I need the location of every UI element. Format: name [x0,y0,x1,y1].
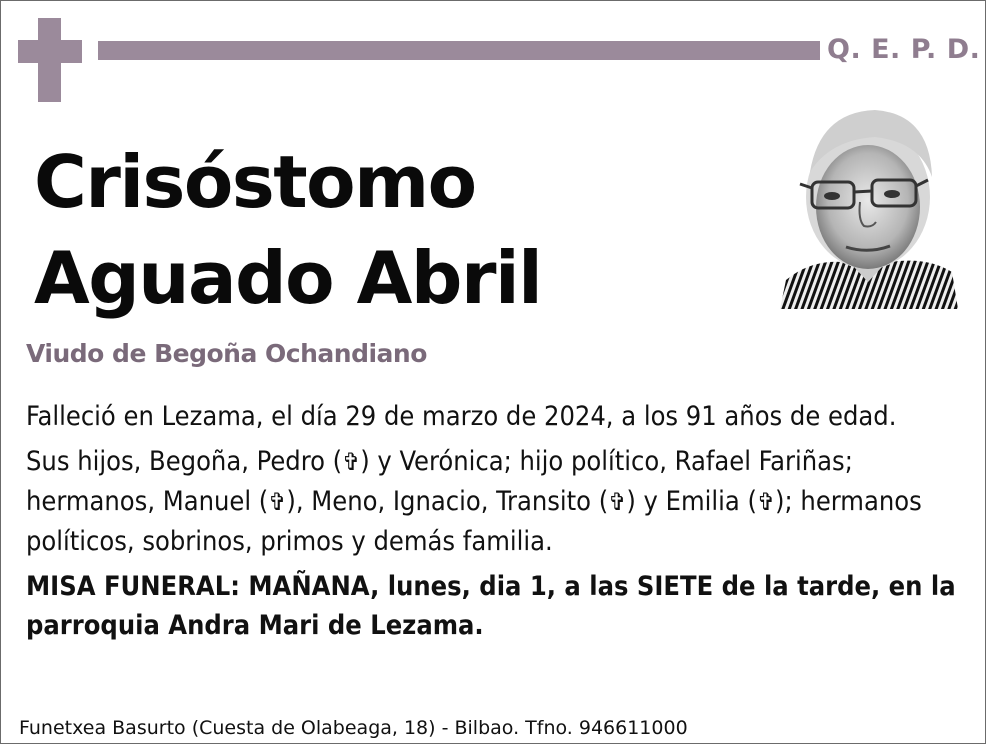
family-text: ); hermanos políticos, sobrinos, primos y demás familia. [26,486,922,557]
deceased-cross-icon: ✞ [342,448,361,476]
header-bar [98,41,820,60]
qepd-label: Q. E. P. D. [827,34,981,65]
death-notice: Falleció en Lezama, el día 29 de marzo de 2024, a los 91 años de edad. [26,401,897,432]
family-list [26,442,961,561]
family-text: Sus hijos, Begoña, Pedro ( [26,446,343,477]
deceased-cross-icon: ✞ [268,488,287,516]
deceased-cross-icon: ✞ [608,488,627,516]
family-text: ) y Emilia ( [626,486,757,517]
funeral-mass: MISA FUNERAL: MAÑANA, lunes, dia 1, a las SIETE de la tarde, en la parroquia Andra Mari de Lezama. [26,571,956,641]
funeral-home: Funetxea Basurto (Cuesta de Olabeaga, 18) - Bilbao. Tfno. 946611000 [19,717,688,739]
cross-icon-arm [18,40,82,63]
name-line-1: Crisóstomo [34,140,476,224]
family-text: ), Meno, Ignacio, Transito ( [286,486,609,517]
family-text: ) y Verónica; hijo político, Rafael Fariñas; hermanos, Manuel ( [26,446,853,517]
name-line-2: Aguado Abril [34,236,542,320]
deceased-name [34,134,541,326]
deceased-cross-icon: ✞ [756,488,776,516]
widow-of: Viudo de Begoña Ochandiano [26,339,427,368]
announcement-body [26,397,961,651]
deceased-photo [780,102,958,309]
